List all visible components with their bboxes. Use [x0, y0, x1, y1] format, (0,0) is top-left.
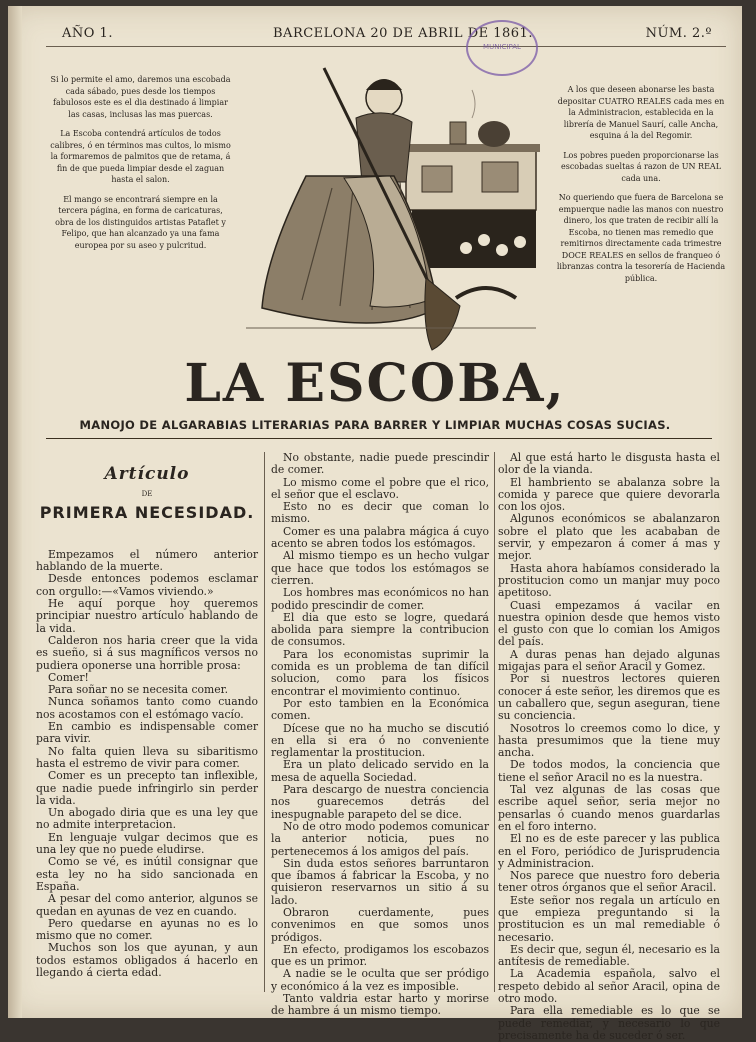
issue-year: AÑO 1. [62, 26, 113, 41]
paragraph: En efecto, prodigamos los escobazos que es un primor. [271, 942, 489, 969]
paragraph: Para ella remediable es lo que se puede remediar, y necesario lo que precisamente ha de suceder ó ser. [498, 1004, 720, 1042]
paragraph: Al mismo tiempo es un hecho vulgar que hace que todos los estómagos se cierren. [271, 549, 489, 587]
paragraph: Sin duda estos señores barruntaron que íbamos á fabricar la Escoba, y no quisieron reservarnos un sitio á su lado. [271, 856, 489, 907]
paragraph: Hasta ahora habíamos considerado la prostitucion como un manjar muy poco apetitoso. [498, 561, 720, 600]
binding-edge [8, 6, 22, 1018]
paragraph: Comer es una palabra mágica á cuyo acento se abren todos los estómagos. [271, 524, 489, 551]
library-stamp: MUNICIPAL [466, 20, 538, 76]
masthead-rule [46, 438, 712, 439]
paragraph: Empezamos el número anterior hablando de la muerte. [36, 547, 258, 574]
masthead-title: LA ESCOBA, [184, 353, 566, 414]
paragraph: Por si nuestros lectores quieren conocer á este señor, les diremos que es un caballero que, segun aseguran, tiene su conciencia. [498, 672, 720, 723]
paragraph: El hambriento se abalanza sobre la comida y parece que quiere devorarla con los ojos. [498, 475, 720, 514]
paragraph: Es decir que, segun él, necesario es la antítesis de remediable. [498, 942, 720, 969]
paragraph: El no es de este parecer y las publica en el Foro, periódico de Jurisprudencia y Administracion. [498, 832, 720, 870]
paragraph: Este señor nos regala un artículo en que empieza preguntando si la prostitucion es un mal remediable ó necesario. [498, 893, 720, 944]
article-title: PRIMERA NECESIDAD. [39, 502, 255, 522]
dateline: BARCELONA 20 DE ABRIL DE 1861. [273, 26, 533, 41]
right-note: No queriendo que fuera de Barcelona se empuerque nadie las manos con nuestro dinero, los que traten de recibir allí la Escoba, no tienen mas remedio que remitirnos directamente cada trimestre DOCE REALES en sellos de franqueo ó libranzas contra la tesorería de Hacienda pública. [556, 193, 726, 283]
paragraph: Comer! [48, 670, 89, 684]
paragraph: He aquí porque hoy queremos principiar nuestro artículo hablando de la vida. [36, 597, 258, 635]
masthead-subtitle: MANOJO DE ALGARABIAS LITERARIAS PARA BARRER Y LIMPIAR MUCHAS COSAS SUCIAS. [79, 418, 671, 432]
right-note: A los que deseen abonarse les basta depositar CUATRO REALES cada mes en la Administracion, establecida en la librería de Manuel Saurí, calle Ancha, esquina á la del Regomir. [557, 85, 725, 140]
paragraph: Nunca soñamos tanto como cuando nos acostamos con el estómago vacío. [36, 695, 258, 721]
column-1 [36, 452, 258, 979]
paragraph: Cuasi empezamos á vacilar en nuestra opinion desde que hemos visto el gusto con que lo comian los Amigos del país. [498, 598, 720, 649]
column-divider [264, 452, 265, 992]
left-note: La Escoba contendrá artículos de todos calibres, ó en términos mas cultos, lo mismo la formaremos de palmitos que de retama, á fin de que pueda limpiar desde el zaguan hasta el salon. [50, 129, 231, 184]
paragraph: En lenguaje vulgar decimos que es una ley que no puede eludirse. [36, 830, 258, 857]
paragraph: Un abogado diria que es una ley que no admite interpretacion. [36, 806, 258, 832]
right-notes [553, 84, 729, 292]
paragraph: Para soñar no se necesita comer. [48, 683, 229, 697]
article-heading [36, 464, 258, 549]
paragraph: No falta quien lleva su sibaritismo hasta el estremo de vivir para comer. [36, 744, 258, 770]
paragraph: Tal vez algunas de las cosas que escribe aquel señor, seria mejor no pensarlas ó cuando menos guardarlas en el foro interno. [498, 783, 720, 833]
paragraph: Pero quedarse en ayunas no es lo mismo que no comer. [36, 916, 258, 943]
sweeping-woman-illustration [236, 58, 548, 350]
article-kicker: Artículo [104, 464, 190, 484]
paragraph: No obstante, nadie puede prescindir de comer. [271, 451, 489, 477]
left-notes [48, 74, 233, 259]
newspaper-page [8, 6, 742, 1042]
column-divider [494, 452, 495, 992]
header-rule [46, 46, 726, 47]
paragraph: Calderon nos haria creer que la vida es sueño, si á sus magníficos versos no pudiera oponerse una horrible prosa: [36, 633, 258, 672]
paragraph: Para descargo de nuestra conciencia nos guarecemos detrás del inespugnable parapeto del se dice. [271, 783, 489, 821]
paragraph: Esto no es decir que coman lo mismo. [271, 500, 489, 526]
paragraph: Comer es un precepto tan inflexible, que nadie puede infringirlo sin perder la vida. [36, 769, 258, 807]
paragraph: Algunos económicos se abalanzaron sobre el plato que les acababan de servir, y empezaron á comer á mas y mejor. [498, 512, 720, 563]
paragraph: Obraron cuerdamente, pues convenimos en que somos unos pródigos. [271, 905, 489, 944]
left-note: El mango se encontrará siempre en la tercera página, en forma de caricaturas, obra de los distinguidos artistas Pataflet y Felipo, que han alcanzado ya una fama europea por su aseo y pulcritud. [55, 194, 226, 250]
paragraph: Nosotros lo creemos como lo dice, y hasta presumimos que la tiene muy ancha. [498, 721, 720, 760]
article-de: DE [141, 490, 153, 499]
paragraph: Como se vé, es inútil consignar que esta ley no ha sido sancionada en España. [36, 855, 258, 893]
paragraph: Lo mismo come el pobre que el rico, el señor que el esclavo. [271, 475, 489, 501]
paragraph: Era un plato delicado servido en la mesa de aquella Sociedad. [271, 758, 489, 784]
paragraph: Para los economistas suprimir la comida es un problema de tan difícil solucion, como para los físicos encontrar el movimiento continuo. [271, 647, 489, 698]
left-note: Si lo permite el amo, daremos una escobada cada sábado, pues desde los tiempos fabulosos este es el dia destinado á limpiar las casas, inclusas las mas puercas. [50, 75, 231, 119]
paragraph: De todos modos, la conciencia que tiene el señor Aracil no es la nuestra. [498, 758, 720, 784]
paragraph: En cambio es indispensable comer para vivir. [36, 720, 258, 746]
paragraph: Por esto tambien en la Económica comen. [271, 696, 489, 723]
paragraph: No de otro modo podemos comunicar la anterior noticia, pues no pertenecemos á los amigos del país. [271, 819, 489, 858]
paragraph: Nos parece que nuestro foro deberia tener otros órganos que el señor Aracil. [498, 869, 720, 895]
paragraph: Dícese que no ha mucho se discutió en ella si era ó no conveniente reglamentar la prostitucion. [271, 721, 489, 760]
column-3 [498, 452, 720, 1042]
right-note: Los pobres pueden proporcionarse las escobadas sueltas á razon de UN REAL cada una. [560, 150, 722, 183]
paragraph: Los hombres mas económicos no han podido prescindir de comer. [271, 586, 489, 612]
paragraph: La Academia española, salvo el respeto debido al señor Aracil, opina de otro modo. [498, 967, 720, 1006]
column-2 [271, 452, 489, 1018]
paragraph: Al que está harto le disgusta hasta el olor de la vianda. [498, 451, 720, 477]
paragraph: A pesar del como anterior, algunos se quedan en ayunas de vez en cuando. [36, 892, 258, 918]
issue-number: NÚM. 2.º [645, 26, 712, 41]
paragraph: A duras penas han dejado algunas migajas para el señor Aracil y Gomez. [498, 647, 720, 674]
paragraph: Muchos son los que ayunan, y aun todos estamos obligados á hacerlo en llegando á cierta edad. [36, 941, 258, 979]
paragraph: El dia que esto se logre, quedará abolida para siempre la contribucion de consumos. [271, 610, 489, 649]
paragraph: Tanto valdria estar harto y morirse de hambre á un mismo tiempo. [271, 992, 489, 1018]
paragraph: Desde entonces podemos esclamar con orgullo:—«Vamos viviendo.» [36, 572, 258, 598]
paragraph: A nadie se le oculta que ser pródigo y económico á la vez es imposible. [271, 967, 489, 993]
